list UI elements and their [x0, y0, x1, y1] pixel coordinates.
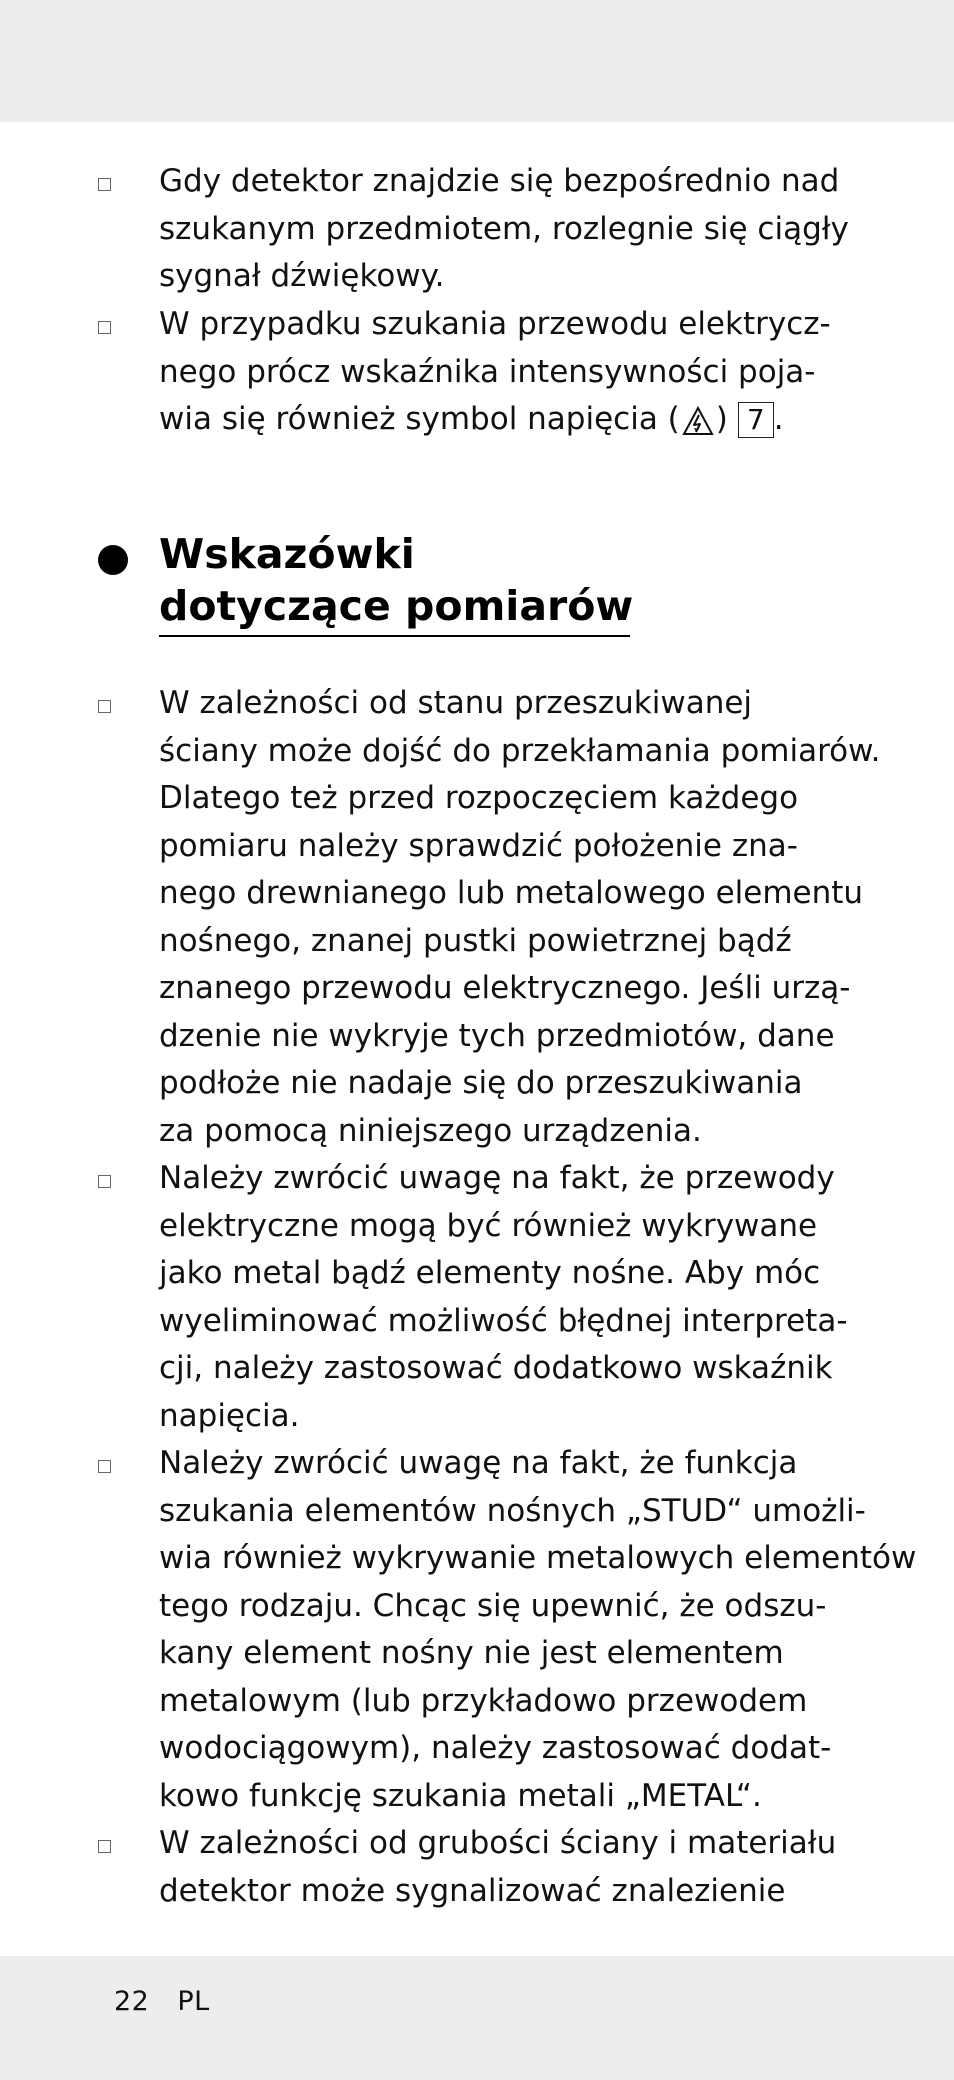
text-line: wodociągowym), należy zastosować dodat- [159, 1730, 832, 1766]
heading-line: Wskazówki [159, 530, 415, 578]
square-bullet-icon [98, 178, 111, 191]
text-line: tego rodzaju. Chcąc się upewnić, że odszu- [159, 1587, 827, 1624]
paragraph-measurement-distortion [159, 680, 879, 1155]
language-code: PL [177, 1986, 210, 2017]
text-line: Należy zwrócić uwagę na fakt, że przewody [159, 1160, 835, 1196]
text-line: sygnał dźwiękowy. [159, 258, 445, 294]
text-fragment: ) [715, 401, 728, 437]
text-line: cji, należy zastosować dodatkowo wskaźnik [159, 1350, 833, 1386]
text-line: za pomocą niniejszego urządzenia. [159, 1112, 702, 1149]
section-heading [159, 528, 633, 632]
paragraph-detector-over-object [159, 158, 879, 301]
text-line: napięcia. [159, 1397, 300, 1434]
text-line: kowo funkcję szukania metali „METAL“. [159, 1777, 762, 1814]
text-line: podłoże nie nadaje się do przeszukiwania [159, 1065, 803, 1101]
text-line: W zależności od grubości ściany i materiału [159, 1825, 837, 1861]
text-line: ściany może dojść do przekłamania pomiarów. [159, 732, 881, 769]
square-bullet-icon [98, 1840, 111, 1853]
text-fragment: . [773, 401, 784, 437]
text-line [159, 396, 879, 444]
text-line: Dlatego też przed rozpoczęciem każdego [159, 780, 799, 816]
paragraph-voltage-symbol [159, 301, 879, 444]
text-line: metalowym (lub przykładowo przewodem [159, 1682, 808, 1719]
paragraph-stud-function [159, 1440, 917, 1820]
text-line: znanego przewodu elektrycznego. Jeśli urzą- [159, 970, 851, 1006]
text-line: szukanym przedmiotem, rozlegnie się ciągły [159, 210, 849, 247]
filled-circle-icon [98, 545, 128, 575]
square-bullet-icon [98, 321, 111, 334]
text-line: wyeliminować możliwość błędnej interpreta- [159, 1302, 848, 1339]
page-footer [114, 1986, 238, 2017]
text-line: pomiaru należy sprawdzić położenie zna- [159, 827, 798, 864]
text-line: nego prócz wskaźnika intensywności poja- [159, 353, 816, 390]
square-bullet-icon [98, 1175, 111, 1188]
text-line: jako metal bądź elementy nośne. Aby móc [159, 1255, 821, 1291]
text-line: wia również wykrywanie metalowych elementów [159, 1540, 917, 1576]
text-line: szukania elementów nośnych „STUD“ umożli- [159, 1492, 866, 1529]
paragraph-electrical-wires [159, 1155, 879, 1440]
text-fragment: wia się również symbol napięcia ( [159, 401, 680, 437]
bottom-margin-band [0, 1956, 954, 2080]
page-number: 22 [114, 1986, 150, 2017]
text-line: kany element nośny nie jest elementem [159, 1635, 784, 1671]
text-line: elektryczne mogą być również wykrywane [159, 1207, 818, 1244]
text-line: dzenie nie wykryje tych przedmiotów, dane [159, 1017, 835, 1054]
text-line: W przypadku szukania przewodu elektrycz- [159, 306, 831, 342]
text-line: nośnego, znanej pustki powietrznej bądź [159, 922, 792, 959]
paragraph-wall-thickness [159, 1820, 879, 1915]
text-line: Gdy detektor znajdzie się bezpośrednio nad [159, 163, 840, 199]
voltage-warning-icon [682, 405, 714, 437]
square-bullet-icon [98, 700, 111, 713]
heading-line: dotyczące pomiarów [159, 582, 634, 630]
top-margin-band [0, 0, 954, 122]
text-line: nego drewnianego lub metalowego elementu [159, 875, 864, 911]
square-bullet-icon [98, 1460, 111, 1473]
text-line: detektor może sygnalizować znalezienie [159, 1872, 786, 1909]
heading-underline [159, 635, 630, 637]
text-line: W zależności od stanu przeszukiwanej [159, 685, 753, 721]
reference-number-box: 7 [738, 402, 774, 438]
text-line: Należy zwrócić uwagę na fakt, że funkcja [159, 1445, 798, 1481]
